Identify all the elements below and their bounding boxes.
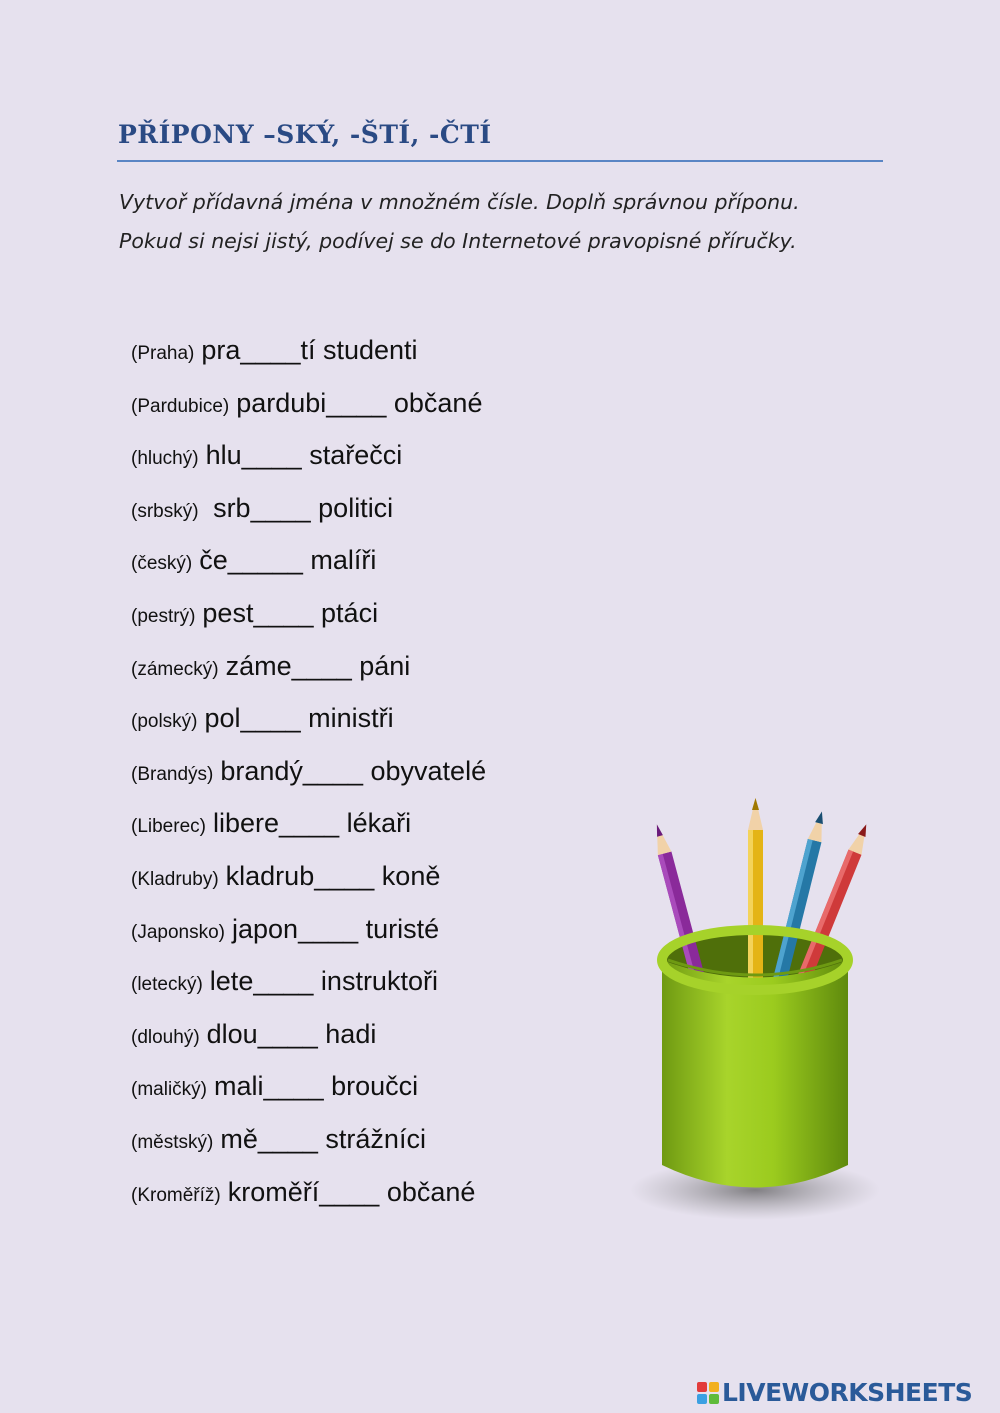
exercise-row: [131, 388, 486, 441]
exercise-ending: lékaři: [339, 808, 412, 839]
exercise-row: [131, 545, 486, 598]
exercise-hint: (polský): [131, 711, 198, 733]
exercise-stem: mali: [214, 1071, 264, 1102]
instruction-line-1: Vytvoř přídavná jména v množném čísle. Doplň správnou příponu.: [119, 190, 800, 214]
exercise-row: [131, 598, 486, 651]
exercise-hint: (Japonsko): [131, 921, 225, 943]
exercise-row: [131, 651, 486, 704]
exercise-stem: pra: [201, 335, 241, 365]
exercise-row: [131, 808, 486, 861]
exercise-row: [131, 914, 486, 967]
exercise-ending: instruktoři: [313, 966, 438, 997]
answer-blank[interactable]: ____: [298, 913, 359, 944]
exercise-row: [131, 440, 486, 493]
page-title: PŘÍPONY –SKÝ, -ŠTÍ, -ČTÍ: [118, 120, 492, 149]
exercise-row: [131, 335, 486, 388]
exercise-ending: malíři: [302, 545, 377, 576]
answer-blank[interactable]: ____: [241, 440, 302, 471]
exercise-row: [131, 756, 486, 809]
exercise-list: [131, 335, 486, 1229]
exercise-stem: kroměří: [227, 1176, 320, 1207]
exercise-row: [131, 861, 486, 914]
exercise-hint: (Brandýs): [131, 763, 214, 785]
title-divider: [117, 160, 883, 162]
exercise-hint: (srbský): [131, 500, 199, 522]
exercise-hint: (Kroměříž): [131, 1184, 221, 1206]
exercise-row: [131, 966, 486, 1019]
exercise-stem: pardubi: [236, 387, 327, 418]
answer-blank[interactable]: ____: [279, 808, 340, 839]
answer-blank[interactable]: ____: [326, 387, 387, 418]
exercise-ending: občané: [379, 1176, 476, 1207]
exercise-hint: (městský): [131, 1131, 214, 1153]
exercise-stem: hlu: [205, 440, 242, 471]
exercise-stem: mě: [220, 1123, 258, 1154]
answer-blank[interactable]: ____: [253, 966, 314, 997]
exercise-stem: brandý: [220, 755, 303, 786]
exercise-stem: pest: [202, 597, 254, 628]
exercise-ending: politici: [310, 492, 394, 523]
exercise-hint: (pestrý): [131, 605, 196, 627]
exercise-ending: hadi: [317, 1018, 377, 1049]
exercise-ending: turisté: [358, 913, 440, 944]
exercise-ending: obyvatelé: [363, 755, 487, 786]
exercise-stem: kladrub: [225, 860, 315, 891]
exercise-stem: záme: [225, 650, 292, 681]
answer-blank[interactable]: ____: [240, 703, 301, 734]
answer-blank[interactable]: ____: [263, 1071, 324, 1102]
exercise-hint: (Praha): [131, 343, 195, 364]
exercise-hint: (Kladruby): [131, 868, 219, 890]
answer-blank[interactable]: ____: [240, 335, 301, 365]
answer-blank[interactable]: ____: [302, 755, 363, 786]
exercise-row: [131, 1177, 486, 1230]
answer-blank[interactable]: ____: [291, 650, 352, 681]
exercise-stem: japon: [232, 913, 299, 944]
exercise-ending: stařečci: [301, 440, 403, 471]
exercise-hint: (zámecký): [131, 658, 219, 680]
exercise-hint: (letecký): [131, 974, 203, 996]
exercise-ending: ptáci: [313, 597, 379, 628]
exercise-hint: (český): [131, 553, 193, 575]
exercise-stem: lete: [209, 966, 254, 997]
exercise-ending: broučci: [323, 1071, 419, 1102]
exercise-row: [131, 1071, 486, 1124]
exercise-row: [131, 493, 486, 546]
exercise-stem: pol: [204, 703, 241, 734]
answer-blank[interactable]: ____: [253, 597, 314, 628]
yellow-pencil: [748, 798, 763, 990]
exercise-hint: (Liberec): [131, 816, 206, 838]
exercise-stem: dlou: [206, 1018, 258, 1049]
footer-brand: [697, 1378, 972, 1407]
answer-blank[interactable]: ____: [319, 1176, 380, 1207]
liveworksheets-logo-icon: [697, 1382, 719, 1404]
exercise-ending: strážníci: [317, 1123, 426, 1154]
instruction-line-2: Pokud si nejsi jistý, podívej se do Internetové pravopisné příručky.: [119, 229, 797, 253]
answer-blank[interactable]: ____: [257, 1123, 318, 1154]
brand-name: LIVEWORKSHEETS: [722, 1378, 973, 1407]
exercise-row: [131, 703, 486, 756]
exercise-hint: (dlouhý): [131, 1026, 200, 1048]
exercise-ending: tí studenti: [300, 335, 418, 365]
exercise-hint: (maličký): [131, 1079, 207, 1101]
exercise-ending: páni: [351, 650, 411, 681]
exercise-row: [131, 1019, 486, 1072]
exercise-hint: (hluchý): [131, 448, 199, 470]
pencil-cup-illustration: [625, 790, 885, 1240]
exercise-stem: če: [199, 545, 228, 576]
exercise-stem: srb: [205, 492, 251, 523]
exercise-ending: ministři: [300, 703, 394, 734]
exercise-hint: (Pardubice): [131, 395, 230, 417]
answer-blank[interactable]: ____: [250, 492, 311, 523]
exercise-row: [131, 1124, 486, 1177]
answer-blank[interactable]: _____: [227, 545, 303, 576]
answer-blank[interactable]: ____: [314, 860, 375, 891]
exercise-stem: libere: [212, 808, 280, 839]
exercise-ending: občané: [386, 387, 483, 418]
answer-blank[interactable]: ____: [257, 1018, 318, 1049]
exercise-ending: koně: [374, 860, 441, 891]
